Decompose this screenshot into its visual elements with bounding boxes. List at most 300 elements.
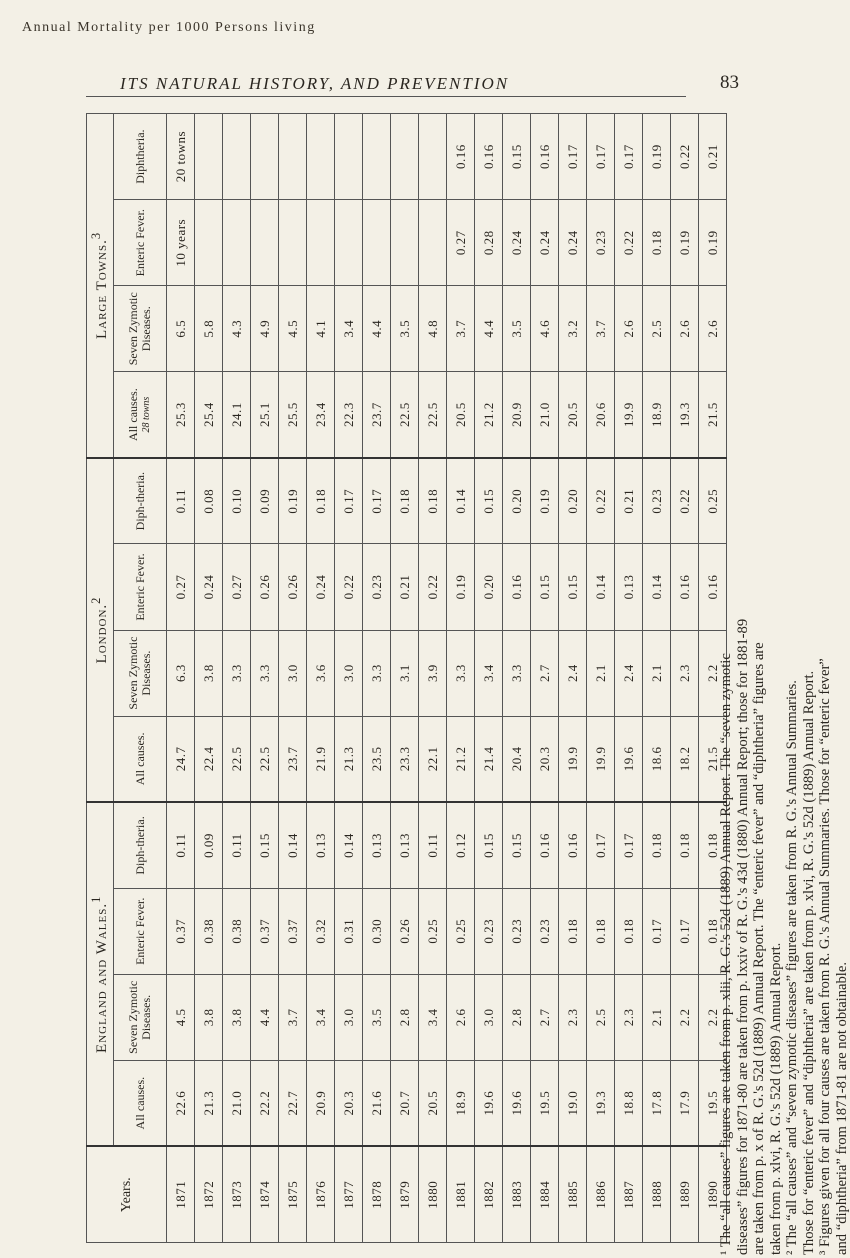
value-cell: 19.3 (671, 372, 699, 458)
value-cell: 0.22 (587, 458, 615, 544)
value-cell: 0.10 (223, 458, 251, 544)
value-cell: 24.1 (223, 372, 251, 458)
value-cell: 0.16 (475, 114, 503, 200)
value-cell (335, 200, 363, 286)
value-cell: 3.5 (503, 286, 531, 372)
footnote-line: taken from p. xlvi, R. G.'s 52d (1889) Annual Report. (767, 942, 784, 1255)
group-header-england-wales (87, 802, 114, 1146)
value-cell: 0.18 (699, 888, 727, 974)
year-cell: 1884 (531, 1146, 559, 1242)
value-cell: 0.22 (671, 114, 699, 200)
value-cell: 21.3 (335, 716, 363, 802)
column-header: Diph-theria. (114, 458, 167, 544)
value-cell: 3.7 (587, 286, 615, 372)
value-cell: 3.3 (363, 630, 391, 716)
value-cell: 0.18 (559, 888, 587, 974)
value-cell: 0.20 (503, 458, 531, 544)
table-row (671, 114, 699, 1243)
value-cell: 19.6 (475, 1060, 503, 1146)
value-cell: 0.15 (531, 544, 559, 630)
year-cell: 1880 (419, 1146, 447, 1242)
value-cell (279, 114, 307, 200)
year-cell: 1871 (167, 1146, 195, 1242)
value-cell: 0.24 (195, 544, 223, 630)
side-title: Annual Mortality per 1000 Persons living (22, 20, 316, 35)
group-header-row (87, 114, 114, 1243)
value-cell: 3.3 (251, 630, 279, 716)
value-cell: 0.37 (251, 888, 279, 974)
value-cell: 3.5 (363, 974, 391, 1060)
year-cell: 1886 (587, 1146, 615, 1242)
value-cell: 0.17 (643, 888, 671, 974)
value-cell: 0.24 (531, 200, 559, 286)
value-cell: 19.9 (615, 372, 643, 458)
value-cell: 2.1 (587, 630, 615, 716)
value-cell: 20 towns (167, 114, 195, 200)
value-cell: 2.5 (643, 286, 671, 372)
value-cell: 2.6 (699, 286, 727, 372)
value-cell: 0.24 (307, 544, 335, 630)
value-cell: 0.18 (391, 458, 419, 544)
value-cell: 20.5 (447, 372, 475, 458)
value-cell: 25.4 (195, 372, 223, 458)
value-cell: 4.5 (279, 286, 307, 372)
year-cell: 1872 (195, 1146, 223, 1242)
value-cell: 0.11 (223, 802, 251, 888)
table-row (195, 114, 223, 1243)
table-row (223, 114, 251, 1243)
group-header-london (87, 458, 114, 802)
value-cell: 0.18 (671, 802, 699, 888)
year-cell: 1873 (223, 1146, 251, 1242)
value-cell: 0.26 (391, 888, 419, 974)
value-cell: 0.37 (167, 888, 195, 974)
year-cell: 1885 (559, 1146, 587, 1242)
value-cell (223, 114, 251, 200)
value-cell: 4.6 (531, 286, 559, 372)
table-row (475, 114, 503, 1243)
value-cell: 17.8 (643, 1060, 671, 1146)
value-cell: 22.5 (391, 372, 419, 458)
value-cell: 21.2 (447, 716, 475, 802)
value-cell: 20.7 (391, 1060, 419, 1146)
value-cell: 0.26 (279, 544, 307, 630)
value-cell: 20.9 (307, 1060, 335, 1146)
value-cell: 3.0 (279, 630, 307, 716)
value-cell: 4.4 (363, 286, 391, 372)
value-cell: 10 years (167, 200, 195, 286)
value-cell: 0.19 (447, 544, 475, 630)
value-cell: 0.18 (587, 888, 615, 974)
value-cell (195, 114, 223, 200)
table-row (615, 114, 643, 1243)
value-cell: 0.19 (531, 458, 559, 544)
value-cell: 2.8 (503, 974, 531, 1060)
value-cell: 2.8 (391, 974, 419, 1060)
value-cell: 2.5 (587, 974, 615, 1060)
value-cell: 20.6 (587, 372, 615, 458)
year-cell: 1888 (643, 1146, 671, 1242)
value-cell (391, 200, 419, 286)
value-cell: 21.6 (363, 1060, 391, 1146)
value-cell: 21.9 (307, 716, 335, 802)
years-header: Years. (87, 1146, 167, 1242)
value-cell: 0.24 (503, 200, 531, 286)
value-cell (195, 200, 223, 286)
column-header: Seven Zymotic Diseases. (114, 286, 167, 372)
value-cell: 20.5 (419, 1060, 447, 1146)
value-cell: 18.8 (615, 1060, 643, 1146)
value-cell: 0.22 (615, 200, 643, 286)
value-cell: 0.13 (391, 802, 419, 888)
table-row (503, 114, 531, 1243)
value-cell: 0.16 (531, 114, 559, 200)
value-cell: 19.6 (615, 716, 643, 802)
value-cell: 0.23 (475, 888, 503, 974)
footnote-line: are taken from p. x of R. G.'s 52d (1889) Annual Report. The “enteric fever” and “diphtheria” figures are (751, 642, 767, 1255)
year-cell: 1879 (391, 1146, 419, 1242)
footnote-ref: 1 (89, 895, 103, 903)
value-cell: 3.8 (195, 974, 223, 1060)
value-cell: 0.18 (419, 458, 447, 544)
value-cell: 2.6 (447, 974, 475, 1060)
column-header: Diphtheria. (114, 114, 167, 200)
value-cell: 20.5 (559, 372, 587, 458)
value-cell: 0.18 (643, 200, 671, 286)
column-header: Diph-theria. (114, 802, 167, 888)
value-cell: 0.23 (503, 888, 531, 974)
value-cell: 22.3 (335, 372, 363, 458)
value-cell: 0.30 (363, 888, 391, 974)
value-cell: 0.16 (559, 802, 587, 888)
header-rule (86, 96, 686, 97)
value-cell: 2.2 (699, 630, 727, 716)
value-cell: 0.14 (587, 544, 615, 630)
value-cell: 0.19 (279, 458, 307, 544)
value-cell (307, 114, 335, 200)
value-cell: 0.23 (587, 200, 615, 286)
value-cell: 18.9 (447, 1060, 475, 1146)
year-cell: 1881 (447, 1146, 475, 1242)
table-row (279, 114, 307, 1243)
value-cell: 0.13 (307, 802, 335, 888)
value-cell: 0.15 (503, 114, 531, 200)
value-cell: 2.7 (531, 630, 559, 716)
value-cell (279, 200, 307, 286)
year-cell: 1874 (251, 1146, 279, 1242)
value-cell: 21.2 (475, 372, 503, 458)
column-header: Enteric Fever. (114, 888, 167, 974)
value-cell: 4.8 (419, 286, 447, 372)
footnote-line: ¹ The “all causes” figures are taken from p. xlii, R. G.'s 52d (1889) Annual Report. The “seven zymotic (718, 653, 734, 1255)
value-cell: 0.18 (615, 888, 643, 974)
year-cell: 1878 (363, 1146, 391, 1242)
year-cell: 1876 (307, 1146, 335, 1242)
value-cell: 0.17 (335, 458, 363, 544)
value-cell (363, 200, 391, 286)
value-cell: 0.38 (195, 888, 223, 974)
value-cell: 2.2 (671, 974, 699, 1060)
value-cell: 4.3 (223, 286, 251, 372)
value-cell: 3.4 (307, 974, 335, 1060)
value-cell: 19.0 (559, 1060, 587, 1146)
value-cell (419, 114, 447, 200)
value-cell: 3.9 (419, 630, 447, 716)
value-cell: 19.9 (587, 716, 615, 802)
value-cell: 23.7 (363, 372, 391, 458)
value-cell: 0.14 (335, 802, 363, 888)
value-cell: 25.5 (279, 372, 307, 458)
value-cell: 0.27 (167, 544, 195, 630)
value-cell: 0.18 (307, 458, 335, 544)
value-cell: 2.3 (671, 630, 699, 716)
value-cell: 20.4 (503, 716, 531, 802)
value-cell: 0.15 (251, 802, 279, 888)
table-row (363, 114, 391, 1243)
value-cell: 25.1 (251, 372, 279, 458)
value-cell: 0.11 (419, 802, 447, 888)
value-cell: 20.3 (335, 1060, 363, 1146)
value-cell: 0.22 (335, 544, 363, 630)
value-cell: 21.0 (223, 1060, 251, 1146)
value-cell: 22.6 (167, 1060, 195, 1146)
table-row (447, 114, 475, 1243)
value-cell (391, 114, 419, 200)
table-body (167, 114, 727, 1243)
value-cell: 22.2 (251, 1060, 279, 1146)
value-cell: 0.17 (671, 888, 699, 974)
value-cell: 0.18 (643, 802, 671, 888)
year-cell: 1882 (475, 1146, 503, 1242)
value-cell: 0.22 (419, 544, 447, 630)
group-name: Large Towns. (94, 239, 110, 340)
table-row (643, 114, 671, 1243)
value-cell: 21.4 (475, 716, 503, 802)
value-cell: 3.7 (279, 974, 307, 1060)
value-cell: 0.08 (195, 458, 223, 544)
value-cell: 2.4 (615, 630, 643, 716)
year-cell: 1887 (615, 1146, 643, 1242)
value-cell: 3.5 (391, 286, 419, 372)
value-cell: 0.23 (643, 458, 671, 544)
value-cell: 2.3 (615, 974, 643, 1060)
mortality-table (86, 113, 727, 1243)
value-cell: 3.0 (335, 974, 363, 1060)
column-header: All causes. (114, 716, 167, 802)
value-cell: 4.4 (251, 974, 279, 1060)
column-header: Enteric Fever. (114, 544, 167, 630)
value-cell: 18.2 (671, 716, 699, 802)
value-cell: 22.5 (223, 716, 251, 802)
value-cell: 3.4 (419, 974, 447, 1060)
value-cell: 0.15 (503, 802, 531, 888)
value-cell: 3.2 (559, 286, 587, 372)
table-row (531, 114, 559, 1243)
value-cell: 19.6 (503, 1060, 531, 1146)
value-cell: 0.13 (615, 544, 643, 630)
value-cell: 0.21 (391, 544, 419, 630)
value-cell: 0.09 (195, 802, 223, 888)
value-cell: 0.24 (559, 200, 587, 286)
value-cell: 0.15 (475, 802, 503, 888)
value-cell: 2.2 (699, 974, 727, 1060)
value-cell: 0.25 (699, 458, 727, 544)
value-cell: 3.3 (223, 630, 251, 716)
value-cell: 0.23 (531, 888, 559, 974)
value-cell: 0.20 (475, 544, 503, 630)
value-cell: 0.38 (223, 888, 251, 974)
footnote-ref: 3 (89, 231, 103, 240)
value-cell: 3.4 (335, 286, 363, 372)
value-cell: 0.16 (671, 544, 699, 630)
value-cell: 21.0 (531, 372, 559, 458)
value-cell: 4.9 (251, 286, 279, 372)
value-cell: 0.21 (615, 458, 643, 544)
value-cell: 0.27 (447, 200, 475, 286)
value-cell: 4.4 (475, 286, 503, 372)
value-cell: 4.5 (167, 974, 195, 1060)
value-cell: 0.17 (559, 114, 587, 200)
value-cell: 6.5 (167, 286, 195, 372)
value-cell: 23.7 (279, 716, 307, 802)
value-cell: 0.25 (419, 888, 447, 974)
column-header: All causes. (114, 1060, 167, 1146)
page-number: 83 (720, 72, 739, 93)
value-cell: 19.3 (587, 1060, 615, 1146)
value-cell: 0.19 (643, 114, 671, 200)
value-cell: 21.3 (195, 1060, 223, 1146)
table-row (307, 114, 335, 1243)
value-cell (307, 200, 335, 286)
value-cell (363, 114, 391, 200)
table-row (251, 114, 279, 1243)
value-cell: 0.31 (335, 888, 363, 974)
value-cell: 23.3 (391, 716, 419, 802)
value-cell: 0.22 (671, 458, 699, 544)
value-cell: 0.16 (531, 802, 559, 888)
value-cell: 0.12 (447, 802, 475, 888)
value-cell: 3.4 (475, 630, 503, 716)
value-cell: 0.17 (363, 458, 391, 544)
value-cell: 0.16 (503, 544, 531, 630)
footnote-line: Those for “enteric fever” and “diphtheria” are taken from p. xlvi, R. G.'s 52d (1889) Annual Report. (800, 670, 817, 1255)
value-cell: 3.6 (307, 630, 335, 716)
value-cell: 18.9 (643, 372, 671, 458)
table-row (587, 114, 615, 1243)
value-cell: 0.32 (307, 888, 335, 974)
value-cell: 0.19 (699, 200, 727, 286)
value-cell (223, 200, 251, 286)
value-cell: 0.18 (699, 802, 727, 888)
year-cell: 1875 (279, 1146, 307, 1242)
value-cell: 0.26 (251, 544, 279, 630)
value-cell: 0.11 (167, 458, 195, 544)
group-name: England and Wales. (94, 902, 110, 1053)
value-cell: 20.9 (503, 372, 531, 458)
value-cell (251, 200, 279, 286)
year-cell: 1889 (671, 1146, 699, 1242)
value-cell: 25.3 (167, 372, 195, 458)
value-cell: 0.17 (615, 802, 643, 888)
value-cell: 0.09 (251, 458, 279, 544)
value-cell: 3.3 (447, 630, 475, 716)
footnote-line: ³ Figures given for all four causes are taken from R. G.'s Annual Summaries. Those for “enteric fever” (817, 658, 833, 1255)
column-header: Seven Zymotic Diseases. (114, 630, 167, 716)
value-cell: 0.27 (223, 544, 251, 630)
value-cell: 2.3 (559, 974, 587, 1060)
value-cell: 3.0 (475, 974, 503, 1060)
value-cell: 18.6 (643, 716, 671, 802)
value-cell: 2.1 (643, 974, 671, 1060)
value-cell: 0.28 (475, 200, 503, 286)
value-cell: 6.3 (167, 630, 195, 716)
period-label: 28 towns (141, 396, 152, 433)
column-header-row (114, 114, 167, 1243)
value-cell: 0.17 (587, 114, 615, 200)
value-cell: 19.5 (531, 1060, 559, 1146)
value-cell: 3.7 (447, 286, 475, 372)
footnote-line: and “diphtheria” from 1871-81 are not obtainable. (833, 962, 850, 1255)
column-header: Seven Zymotic Diseases. (114, 974, 167, 1060)
value-cell: 0.14 (279, 802, 307, 888)
value-cell: 20.3 (531, 716, 559, 802)
table-row (167, 114, 195, 1243)
value-cell: 0.23 (363, 544, 391, 630)
value-cell: 2.4 (559, 630, 587, 716)
value-cell (335, 114, 363, 200)
table-row (559, 114, 587, 1243)
value-cell: 0.15 (475, 458, 503, 544)
value-cell: 21.5 (699, 372, 727, 458)
value-cell (251, 114, 279, 200)
year-cell: 1877 (335, 1146, 363, 1242)
value-cell: 2.6 (615, 286, 643, 372)
year-cell: 1883 (503, 1146, 531, 1242)
value-cell: 19.9 (559, 716, 587, 802)
column-header: Enteric Fever. (114, 200, 167, 286)
value-cell: 2.6 (671, 286, 699, 372)
value-cell: 0.20 (559, 458, 587, 544)
value-cell: 21.5 (699, 716, 727, 802)
value-cell: 22.7 (279, 1060, 307, 1146)
footnote-ref: 2 (89, 596, 103, 604)
value-cell: 22.4 (195, 716, 223, 802)
value-cell: 22.5 (251, 716, 279, 802)
value-cell: 22.5 (419, 372, 447, 458)
value-cell: 24.7 (167, 716, 195, 802)
footnotes (718, 105, 850, 1255)
group-name: London. (94, 603, 110, 664)
value-cell: 0.14 (643, 544, 671, 630)
mortality-table-container (86, 113, 720, 1243)
table-row (391, 114, 419, 1243)
footnote-line: ² The “all causes” and “seven zymotic diseases” figures are taken from R. G.'s Annual Summaries. (784, 680, 800, 1255)
value-cell: 3.8 (223, 974, 251, 1060)
value-cell: 3.1 (391, 630, 419, 716)
value-cell: 4.1 (307, 286, 335, 372)
value-cell: 2.1 (643, 630, 671, 716)
page-title: ITS NATURAL HISTORY, AND PREVENTION (120, 74, 510, 93)
value-cell: 2.7 (531, 974, 559, 1060)
value-cell: 0.25 (447, 888, 475, 974)
value-cell: 0.14 (447, 458, 475, 544)
footnote-line: diseases” figures for 1871-80 are taken from p. lxxiv of R. G.'s 43d (1880) Annual Report; those for 1881-89 (734, 618, 751, 1255)
value-cell: 3.8 (195, 630, 223, 716)
group-header-large-towns (87, 114, 114, 458)
value-cell: 3.0 (335, 630, 363, 716)
value-cell: 0.15 (559, 544, 587, 630)
value-cell: 0.11 (167, 802, 195, 888)
